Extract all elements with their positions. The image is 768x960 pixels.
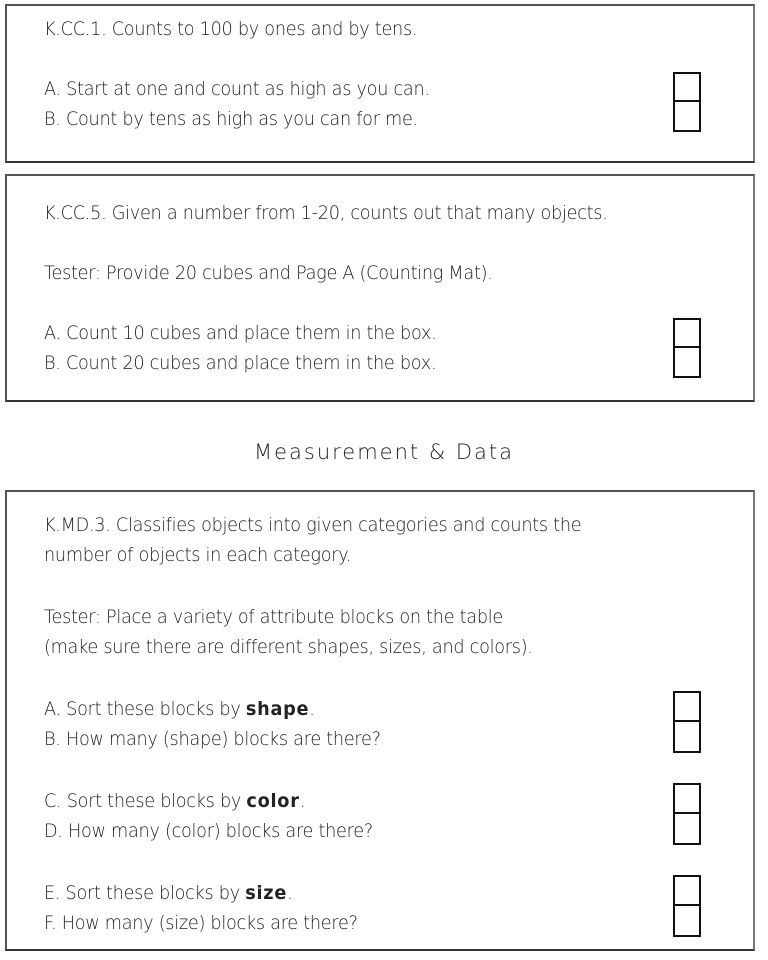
tester-instruction: Tester: Provide 20 cubes and Page A (Counting Mat). (44, 262, 493, 284)
standard-heading-line2: number of objects in each category. (44, 544, 352, 566)
item-b: B. Count by tens as high as you can for me. (44, 108, 418, 130)
item-a-prefix: A. Sort these blocks by (44, 698, 246, 720)
checkbox-c[interactable] (675, 785, 699, 814)
score-checkbox-pair-size[interactable] (673, 875, 701, 937)
item-c (44, 790, 305, 812)
item-c-keyword: color (246, 790, 300, 812)
item-d: D. How many (color) blocks are there? (44, 820, 373, 842)
standard-panel-kmd3 (5, 490, 755, 951)
score-checkbox-pair[interactable] (673, 318, 701, 378)
score-checkbox-pair[interactable] (673, 72, 701, 132)
item-e-prefix: E. Sort these blocks by (44, 882, 246, 904)
score-checkbox-pair-shape[interactable] (673, 691, 701, 753)
checkbox-b[interactable] (675, 348, 699, 376)
section-title: Measurement & Data (253, 440, 515, 464)
item-e-suffix: . (287, 882, 293, 904)
standard-heading: K.CC.5. Given a number from 1-20, counts out that many objects. (44, 202, 608, 224)
standard-heading: K.CC.1. Counts to 100 by ones and by tens. (44, 18, 418, 40)
item-e-keyword: size (245, 882, 288, 904)
checkbox-f[interactable] (675, 906, 699, 935)
item-f: F. How many (size) blocks are there? (44, 912, 358, 934)
checkbox-a[interactable] (675, 74, 699, 102)
item-b: B. How many (shape) blocks are there? (44, 728, 381, 750)
standard-panel-kcc1 (5, 4, 755, 163)
item-a: A. Count 10 cubes and place them in the box. (44, 322, 437, 344)
score-checkbox-pair-color[interactable] (673, 783, 701, 845)
checkbox-b[interactable] (675, 102, 699, 130)
standard-heading-line1: K.MD.3. Classifies objects into given categories and counts the (44, 514, 582, 536)
item-c-suffix: . (299, 790, 306, 812)
checkbox-d[interactable] (675, 814, 699, 843)
item-e (44, 882, 292, 904)
item-c-prefix: C. Sort these blocks by (44, 790, 247, 812)
item-a: A. Start at one and count as high as you can. (44, 78, 430, 100)
item-a-keyword: shape (245, 698, 310, 720)
item-a-suffix: . (309, 698, 315, 720)
checkbox-a[interactable] (675, 693, 699, 722)
checkbox-e[interactable] (675, 877, 699, 906)
checkbox-a[interactable] (675, 320, 699, 348)
standard-panel-kcc5 (5, 174, 755, 402)
tester-instruction-line2: (make sure there are different shapes, sizes, and colors). (44, 636, 533, 658)
item-b: B. Count 20 cubes and place them in the box. (44, 352, 437, 374)
tester-instruction-line1: Tester: Place a variety of attribute blocks on the table (44, 606, 503, 628)
checkbox-b[interactable] (675, 722, 699, 751)
item-a (44, 698, 315, 720)
